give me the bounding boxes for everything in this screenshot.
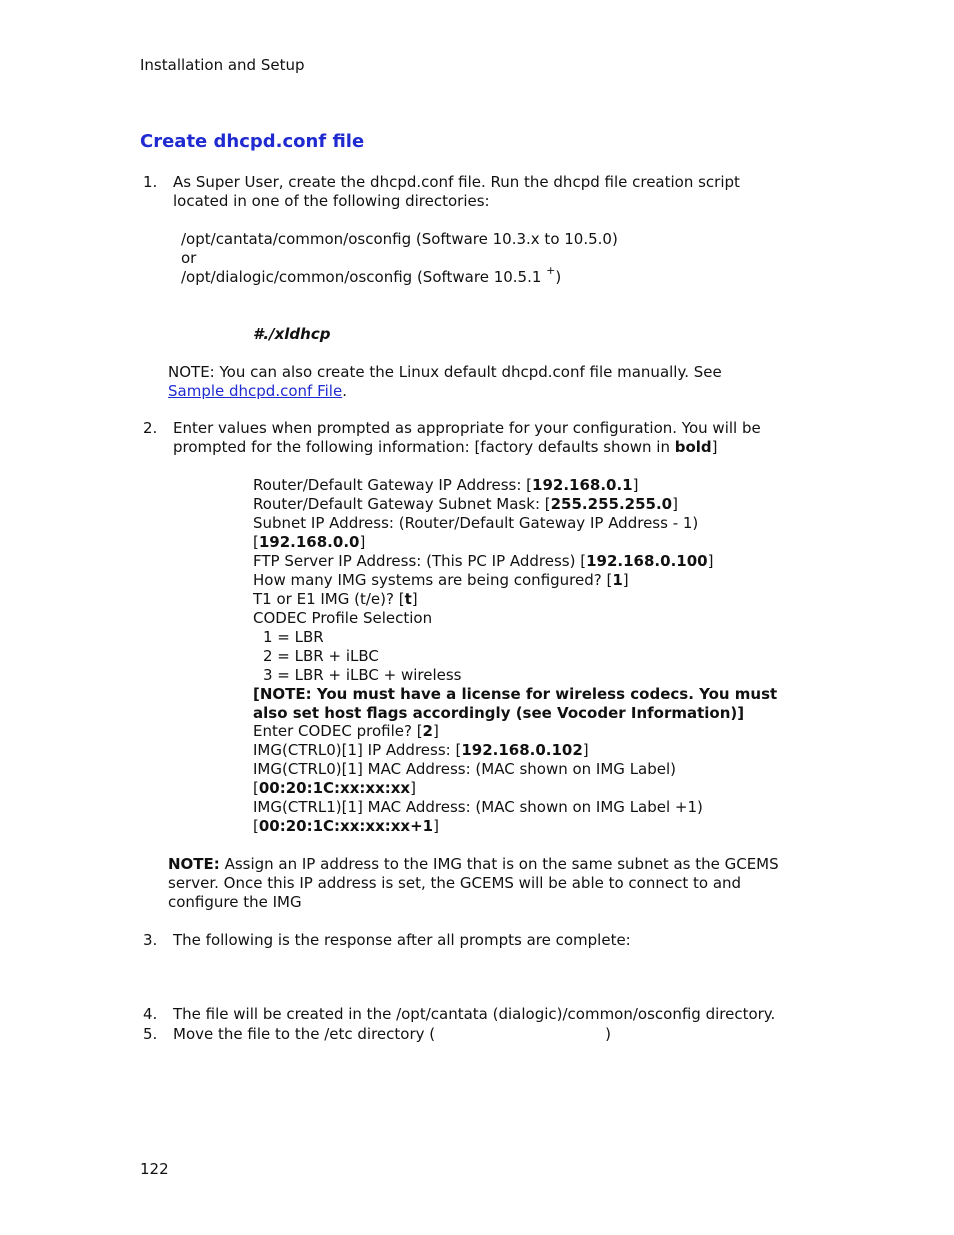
step-2-line-2: prompted for the following information: [factory defaults shown in bold] (173, 438, 718, 456)
step-2-note-line-1: NOTE: Assign an IP address to the IMG that is on the same subnet as the GCEMS (168, 855, 779, 873)
step-5-text: Move the file to the /etc directory ( ) (173, 1025, 611, 1043)
sample-dhcpd-conf-link[interactable]: Sample dhcpd.conf File (168, 382, 343, 400)
step-1-line-1: As Super User, create the dhcpd.conf file. Run the dhcpd file creation script (173, 173, 740, 191)
prompt-gateway-ip: Router/Default Gateway IP Address: [192.168.0.1] (253, 476, 639, 494)
wireless-license-note-2: also set host flags accordingly (see Vocoder Information)] (253, 704, 745, 722)
codec-option-1: 1 = LBR (263, 628, 324, 646)
codec-option-3: 3 = LBR + iLBC + wireless (263, 666, 462, 684)
step-2-line-1: Enter values when prompted as appropriate for your configuration. You will be (173, 419, 761, 437)
prompt-img-count: How many IMG systems are being configured? [1] (253, 571, 629, 589)
step-4-number: 4. (143, 1005, 158, 1023)
prompt-subnet-mask: Router/Default Gateway Subnet Mask: [255.255.255.0] (253, 495, 678, 513)
prompt-subnet-ip: Subnet IP Address: (Router/Default Gateway IP Address - 1) (253, 514, 699, 532)
wireless-license-note-1: [NOTE: You must have a license for wireless codecs. You must (253, 685, 778, 703)
or-text: or (181, 249, 197, 267)
prompt-codec-selection: CODEC Profile Selection (253, 609, 433, 627)
step-5-number: 5. (143, 1025, 158, 1043)
step-3-number: 3. (143, 931, 158, 949)
prompt-codec-profile: Enter CODEC profile? [2] (253, 722, 439, 740)
step-1-note: NOTE: You can also create the Linux default dhcpd.conf file manually. See (168, 363, 722, 381)
command-xldhcp: #./xldhcp (253, 325, 331, 343)
prompt-subnet-ip-default: [192.168.0.0] (253, 533, 366, 551)
path-cantata: /opt/cantata/common/osconfig (Software 10.3.x to 10.5.0) (181, 230, 618, 248)
step-1-line-2: located in one of the following directories: (173, 192, 490, 210)
step-2-note-line-3: configure the IMG (168, 893, 302, 911)
page-number: 122 (140, 1160, 169, 1178)
step-1-number: 1. (143, 173, 158, 191)
codec-option-2: 2 = LBR + iLBC (263, 647, 379, 665)
prompt-ctrl1-mac: IMG(CTRL1)[1] MAC Address: (MAC shown on IMG Label +1) (253, 798, 703, 816)
prompt-ctrl1-mac-default: [00:20:1C:xx:xx:xx+1] (253, 817, 439, 835)
step-4-text: The file will be created in the /opt/cantata (dialogic)/common/osconfig directory. (173, 1005, 776, 1023)
section-title: Create dhcpd.conf file (140, 131, 365, 152)
step-1-note-link-line: Sample dhcpd.conf File. (168, 382, 347, 400)
prompt-t1-e1: T1 or E1 IMG (t/e)? [t] (253, 590, 418, 608)
prompt-ctrl0-mac-default: [00:20:1C:xx:xx:xx] (253, 779, 416, 797)
step-2-number: 2. (143, 419, 158, 437)
prompt-ftp-server-ip: FTP Server IP Address: (This PC IP Address) [192.168.0.100] (253, 552, 714, 570)
step-2-note-line-2: server. Once this IP address is set, the GCEMS will be able to connect to and (168, 874, 742, 892)
prompt-ctrl0-mac: IMG(CTRL0)[1] MAC Address: (MAC shown on IMG Label) (253, 760, 677, 778)
path-dialogic: /opt/dialogic/common/osconfig (Software 10.5.1 +) (181, 264, 562, 286)
page-header: Installation and Setup (140, 56, 305, 74)
step-3-text: The following is the response after all prompts are complete: (173, 931, 631, 949)
prompt-ctrl0-ip: IMG(CTRL0)[1] IP Address: [192.168.0.102] (253, 741, 589, 759)
